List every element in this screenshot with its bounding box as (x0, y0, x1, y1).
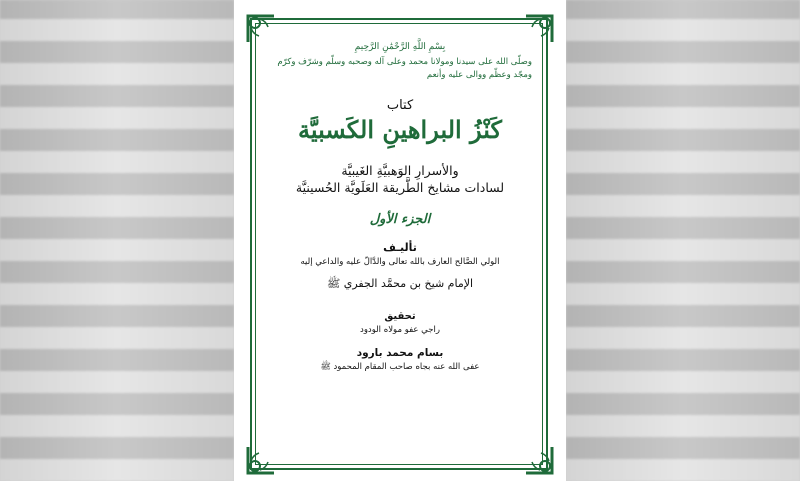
basmala: بِسْمِ اللَّهِ الرَّحْمَٰنِ الرَّحِيمِ (354, 42, 446, 52)
editor-description: راجي عفو مولاه الودود (360, 325, 440, 335)
editor-prayer: عفى الله عنه بجاه صاحب المقام المحمود ﷺ (320, 362, 480, 372)
author-name: الإمام شيخ بن محمَّد الجفري ﷺ (326, 277, 474, 290)
subtitle-line-2: لسادات مشايخ الطَّريقة العَلَويَّة الحُسينيَّة (295, 180, 505, 195)
blurred-background-left (0, 0, 234, 481)
salawat-text: وصلّى الله على سيدنا ومولانا محمد وعلى آله وصحبه وسلّم وشرّف وكرّم ومجّد وعظّم ووالى عليه وأنعم (277, 57, 532, 80)
editing-label: تحقيق (384, 311, 416, 322)
cover-content (260, 28, 540, 460)
volume-label: الجزء الأول (369, 212, 431, 227)
book-title: كَنْزُ البراهينِ الكَسبيَّة (298, 115, 502, 144)
subtitle-line-1: والأسرارِ الوَهبيَّةِ الغَيبيَّة (341, 163, 459, 178)
author-description: الولي الصَّالح العارف بالله تعالى والدَّالّ عليه والداعي إليه (300, 257, 500, 267)
kitab-label: كتاب (386, 98, 414, 113)
blurred-background-right (566, 0, 800, 481)
authorship-label: تأليـف (383, 241, 417, 254)
editor-name: بسام محمد بارود (356, 347, 444, 359)
book-subtitle (260, 162, 540, 196)
book-cover-page (234, 0, 566, 481)
